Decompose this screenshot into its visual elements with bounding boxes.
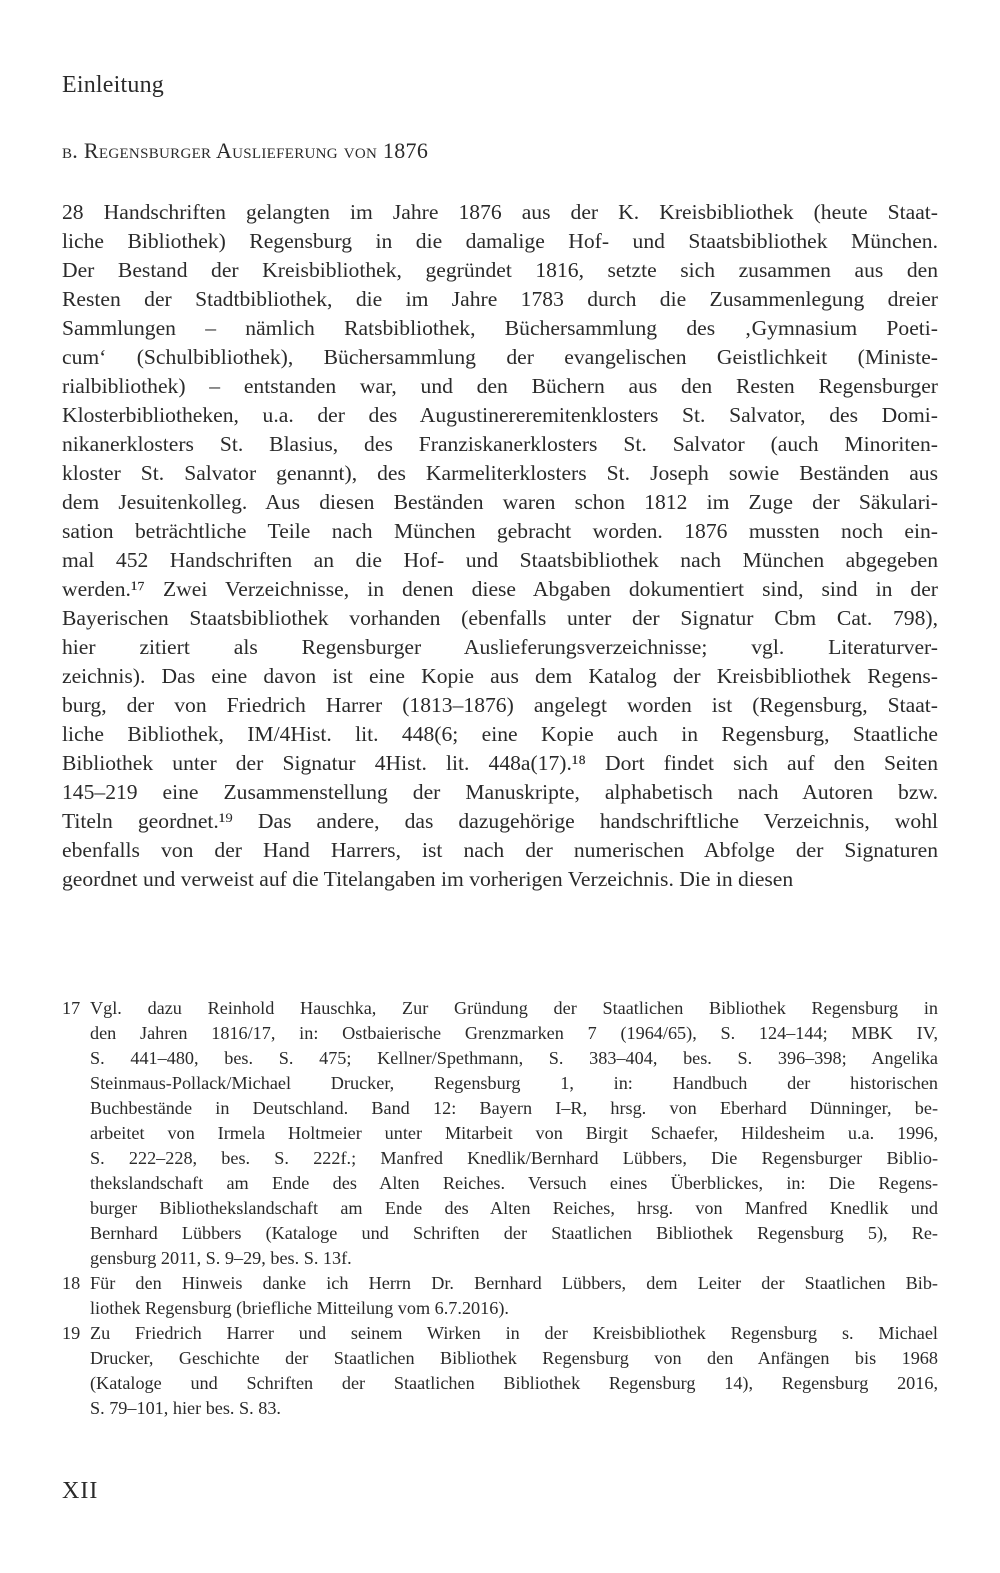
footnote-line: Bernhard Lübbers (Kataloge und Schriften der Staatlichen Bibliothek Regensburg 5), Re-	[90, 1223, 938, 1243]
body-line: zeichnis). Das eine davon ist eine Kopie aus dem Katalog der Kreisbibliothek Regens-	[62, 664, 938, 688]
footnote-line: gensburg 2011, S. 9–29, bes. S. 13f.	[90, 1248, 352, 1268]
body-line: ebenfalls von der Hand Harrers, ist nach der numerischen Abfolge der Signaturen	[62, 838, 938, 862]
footnote-number: 18	[62, 1273, 81, 1293]
footnote-line: Steinmaus-Pollack/Michael Drucker, Regensburg 1, in: Handbuch der historischen	[90, 1073, 938, 1093]
body-line: 28 Handschriften gelangten im Jahre 1876 aus der K. Kreisbibliothek (heute Staat-	[62, 200, 938, 224]
body-line: mal 452 Handschriften an die Hof- und Staatsbibliothek nach München abgegeben	[62, 548, 938, 572]
body-line: Der Bestand der Kreisbibliothek, gegründet 1816, setzte sich zusammen aus den	[62, 258, 938, 282]
footnote-line: arbeitet von Irmela Holtmeier unter Mitarbeit von Birgit Schaefer, Hildesheim u.a. 1996,	[90, 1123, 938, 1143]
body-line: Bayerischen Staatsbibliothek vorhanden (ebenfalls unter der Signatur Cbm Cat. 798),	[62, 606, 938, 630]
body-line: Sammlungen – nämlich Ratsbibliothek, Büchersammlung des ‚Gymnasium Poeti-	[62, 316, 938, 340]
body-line: werden.¹⁷ Zwei Verzeichnisse, in denen diese Abgaben dokumentiert sind, sind in der	[62, 577, 938, 601]
body-line: hier zitiert als Regensburger Auslieferungsverzeichnisse; vgl. Literaturver-	[62, 635, 938, 659]
footnote-line: Drucker, Geschichte der Staatlichen Bibliothek Regensburg von den Anfängen bis 1968	[90, 1348, 938, 1368]
footnote-line: S. 79–101, hier bes. S. 83.	[90, 1398, 281, 1418]
body-line: dem Jesuitenkolleg. Aus diesen Beständen waren schon 1812 im Zuge der Säkulari-	[62, 490, 938, 514]
footnote-line: den Jahren 1816/17, in: Ostbaierische Grenzmarken 7 (1964/65), S. 124–144; MBK IV,	[90, 1023, 938, 1043]
body-line: Resten der Stadtbibliothek, die im Jahre 1783 durch die Zusammenlegung dreier	[62, 287, 938, 311]
footnote-line: S. 222–228, bes. S. 222f.; Manfred Knedlik/Bernhard Lübbers, Die Regensburger Biblio-	[90, 1148, 938, 1168]
footnote	[62, 996, 938, 1271]
footnote-line: Für den Hinweis danke ich Herrn Dr. Bernhard Lübbers, dem Leiter der Staatlichen Bib-	[90, 1273, 938, 1293]
body-line: burg, der von Friedrich Harrer (1813–1876) angelegt worden ist (Regensburg, Staat-	[62, 693, 938, 717]
footnote-line: burger Bibliothekslandschaft am Ende des Alten Reiches, hrsg. von Manfred Knedlik und	[90, 1198, 938, 1218]
body-line: liche Bibliothek, IM/4Hist. lit. 448(6; eine Kopie auch in Regensburg, Staatliche	[62, 722, 938, 746]
footnote-number: 19	[62, 1323, 81, 1343]
footnote-line: thekslandschaft am Ende des Alten Reiches. Versuch eines Überblickes, in: Die Regens-	[90, 1173, 938, 1193]
body-line: kloster St. Salvator genannt), des Karmeliterklosters St. Joseph sowie Beständen aus	[62, 461, 938, 485]
section-heading: b. Regensburger Auslieferung von 1876	[62, 138, 429, 163]
footnote	[62, 1321, 938, 1421]
body-line: 145–219 eine Zusammenstellung der Manuskripte, alphabetisch nach Autoren bzw.	[62, 780, 938, 804]
body-line: nikanerklosters St. Blasius, des Franziskanerklosters St. Salvator (auch Minoriten-	[62, 432, 938, 456]
footnote	[62, 1271, 938, 1321]
page-number: XII	[62, 1478, 99, 1504]
footnote-line: liothek Regensburg (briefliche Mitteilung vom 6.7.2016).	[90, 1298, 509, 1318]
footnote-line: Vgl. dazu Reinhold Hauschka, Zur Gründung der Staatlichen Bibliothek Regensburg in	[90, 998, 938, 1018]
footnote-line: S. 441–480, bes. S. 475; Kellner/Spethmann, S. 383–404, bes. S. 396–398; Angelika	[90, 1048, 938, 1068]
body-line: geordnet und verweist auf die Titelangaben im vorherigen Verzeichnis. Die in diesen	[62, 867, 794, 891]
body-line: rialbibliothek) – entstanden war, und den Büchern aus den Resten Regensburger	[62, 374, 938, 398]
body-line: sation beträchtliche Teile nach München gebracht worden. 1876 mussten noch ein-	[62, 519, 938, 543]
footnote-line: (Kataloge und Schriften der Staatlichen Bibliothek Regensburg 14), Regensburg 2016,	[90, 1373, 938, 1393]
body-text	[62, 198, 938, 894]
body-line: Titeln geordnet.¹⁹ Das andere, das dazugehörige handschriftliche Verzeichnis, wohl	[62, 809, 938, 833]
body-line: cum‘ (Schulbibliothek), Büchersammlung der evangelischen Geistlichkeit (Ministe-	[62, 345, 938, 369]
body-line: Bibliothek unter der Signatur 4Hist. lit. 448a(17).¹⁸ Dort findet sich auf den Seiten	[62, 751, 938, 775]
running-head: Einleitung	[62, 72, 164, 98]
body-line: liche Bibliothek) Regensburg in die damalige Hof- und Staatsbibliothek München.	[62, 229, 938, 253]
footnotes	[62, 996, 938, 1421]
footnote-line: Zu Friedrich Harrer und seinem Wirken in der Kreisbibliothek Regensburg s. Michael	[90, 1323, 938, 1343]
footnote-line: Buchbestände in Deutschland. Band 12: Bayern I–R, hrsg. von Eberhard Dünninger, be-	[90, 1098, 938, 1118]
body-line: Klosterbibliotheken, u.a. der des Augustinereremitenklosters St. Salvator, des Domi-	[62, 403, 938, 427]
footnote-number: 17	[62, 998, 81, 1018]
